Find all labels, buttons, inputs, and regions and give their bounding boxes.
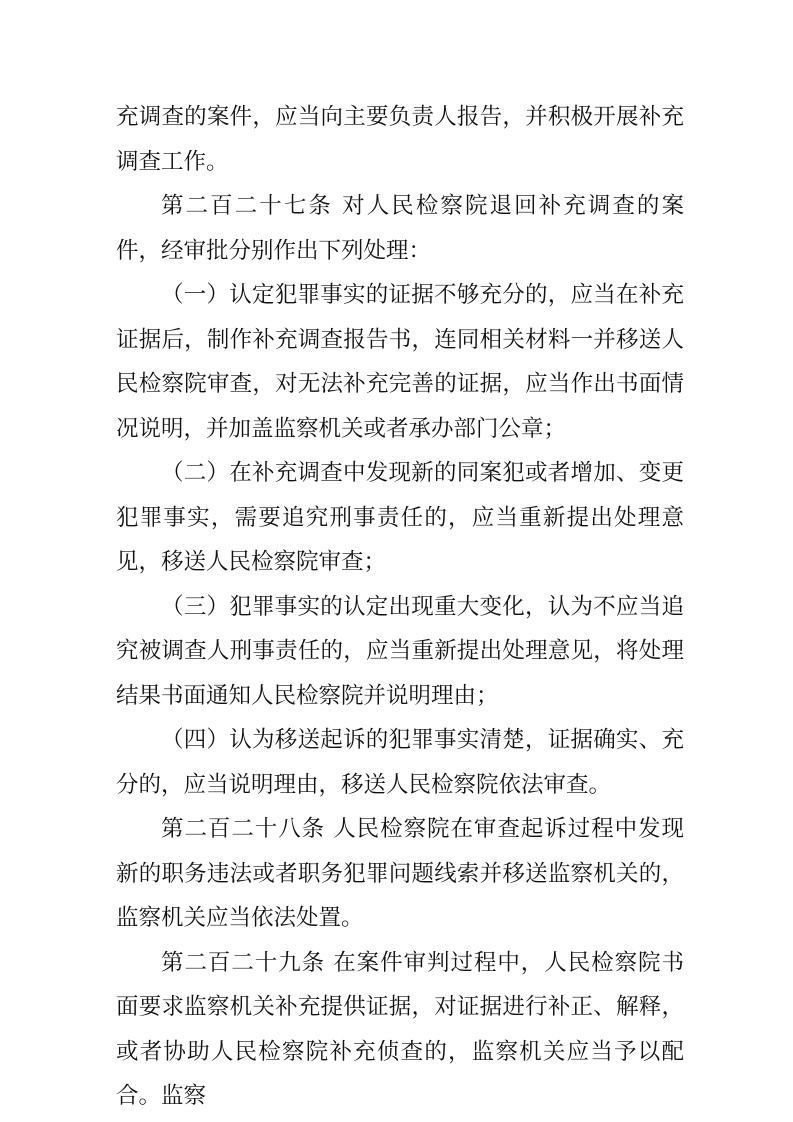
- paragraph-item-3: （三）犯罪事实的认定出现重大变化，认为不应当追究被调查人刑事责任的，应当重新提出处理意见，将处理结果书面通知人民检察院并说明理由；: [116, 593, 684, 709]
- paragraph-article-228: 第二百二十八条 人民检察院在审查起诉过程中发现新的职务违法或者职务犯罪问题线索并移送监察机关的，监察机关应当依法处置。: [116, 816, 684, 931]
- paragraph-item-1: （一）认定犯罪事实的证据不够充分的，应当在补充证据后，制作补充调查报告书，连同相关材料一并移送人民检察院审查，对无法补充完善的证据，应当作出书面情况说明，并加盖监察机关或者承办部门公章；: [116, 282, 684, 442]
- paragraph-item-2: （二）在补充调查中发现新的同案犯或者增加、变更犯罪事实，需要追究刑事责任的，应当重新提出处理意见，移送人民检察院审查；: [116, 460, 684, 575]
- document-body: [116, 95, 684, 1119]
- paragraph-article-227: 第二百二十七条 对人民检察院退回补充调查的案件，经审批分别作出下列处理：: [116, 193, 684, 264]
- paragraph-item-4: （四）认为移送起诉的犯罪事实清楚，证据确实、充分的，应当说明理由，移送人民检察院依法审查。: [116, 727, 684, 798]
- paragraph-continuation: 充调查的案件，应当向主要负责人报告，并积极开展补充调查工作。: [116, 104, 684, 175]
- paragraph-article-229: 第二百二十九条 在案件审判过程中，人民检察院书面要求监察机关补充提供证据，对证据进行补正、解释，或者协助人民检察院补充侦查的，监察机关应当予以配合。监察: [116, 949, 684, 1109]
